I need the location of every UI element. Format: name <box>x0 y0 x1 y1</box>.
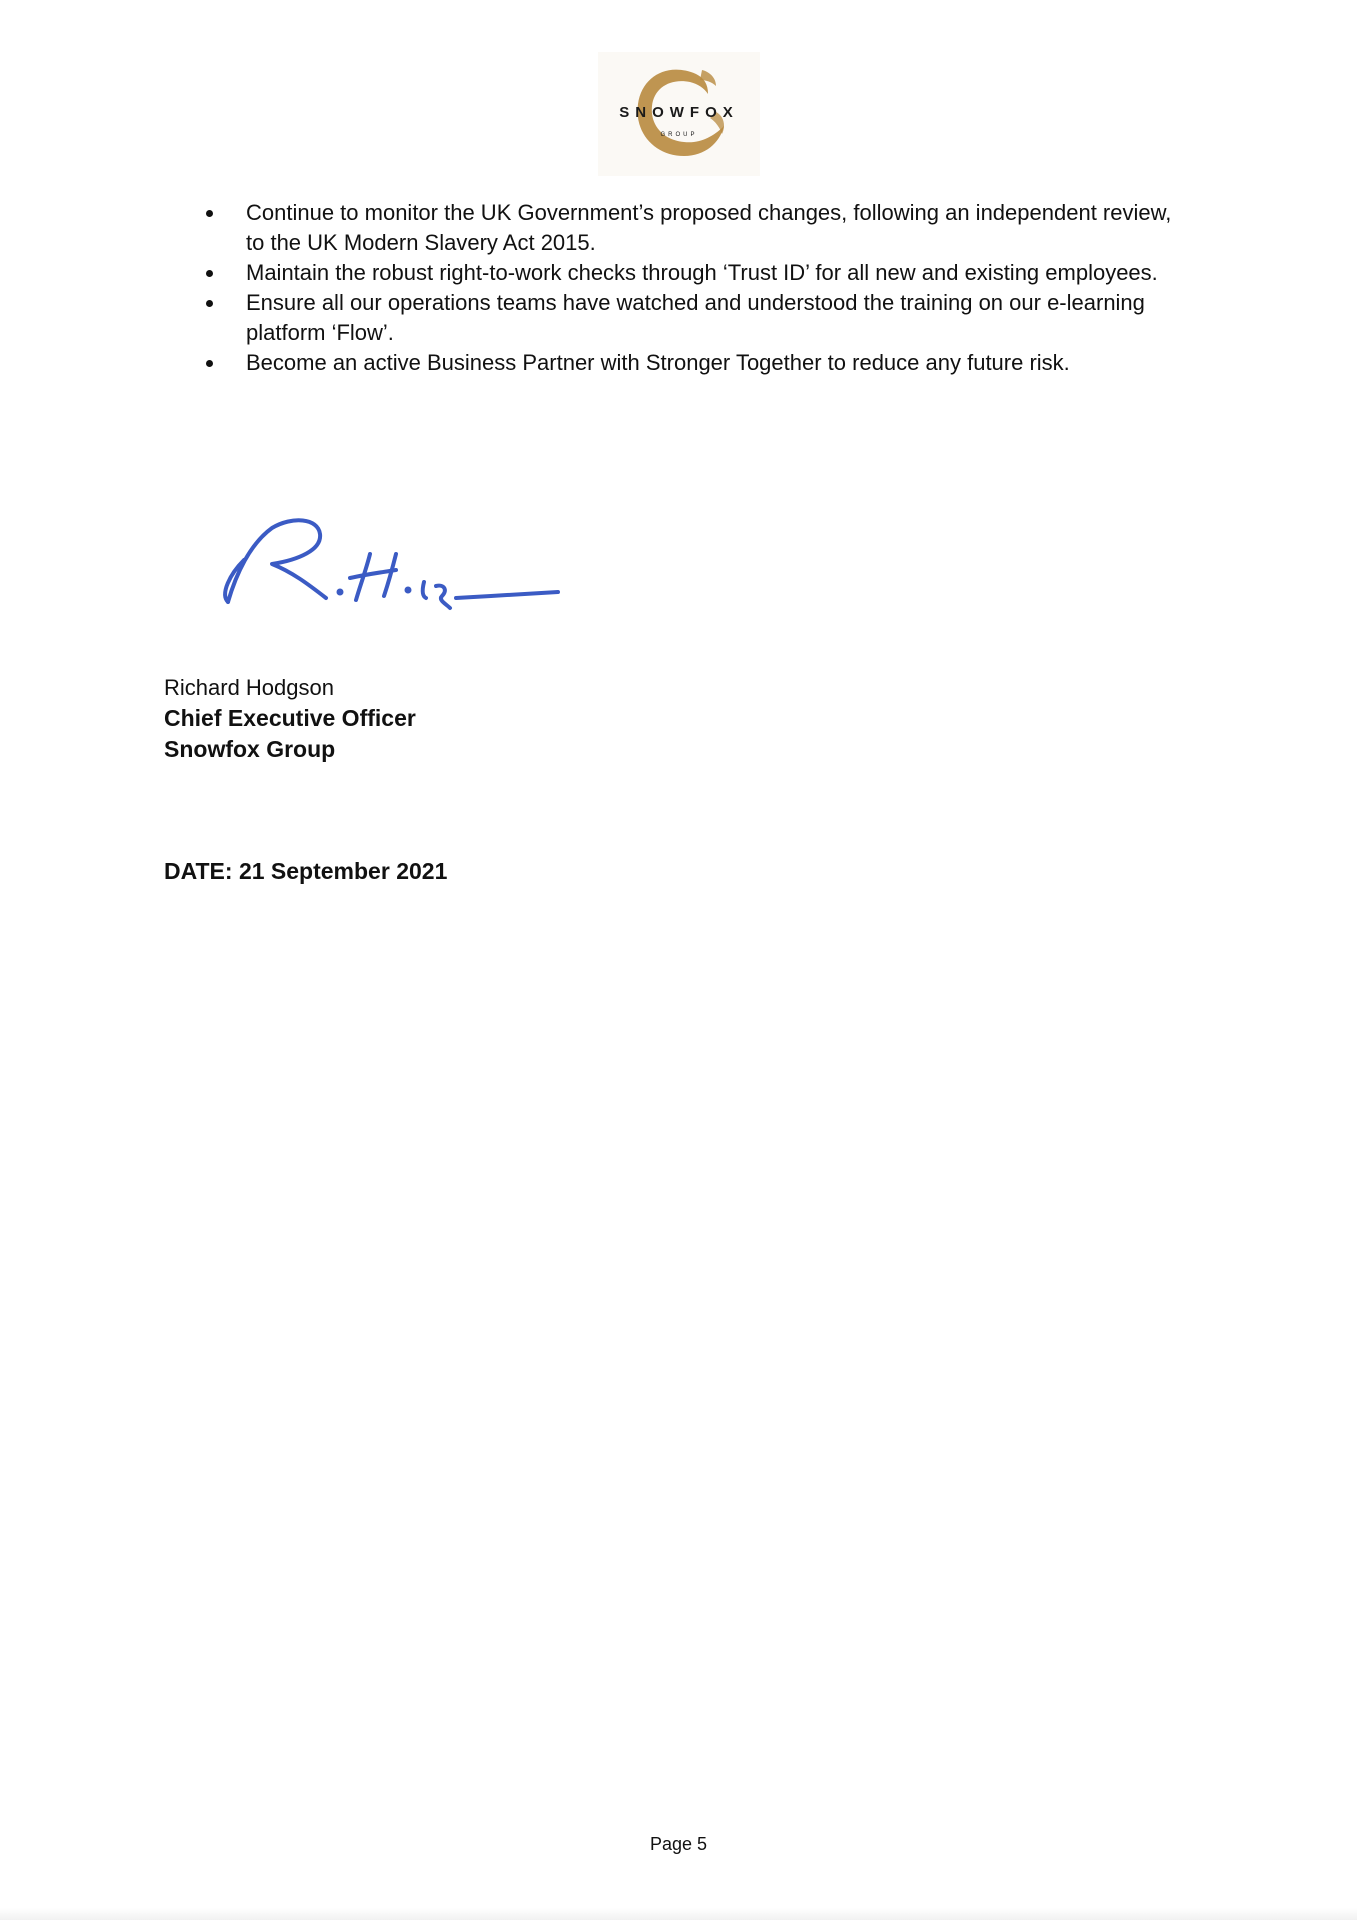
signature <box>200 504 600 624</box>
list-item-text: Become an active Business Partner with Stronger Together to reduce any future risk. <box>246 350 1070 375</box>
snowfox-logo <box>598 52 760 176</box>
page-number: Page 5 <box>649 1834 708 1854</box>
list-item-text: Ensure all our operations teams have watched and understood the training on our e-learning platform ‘Flow’. <box>246 290 1145 345</box>
list-item <box>200 198 1180 258</box>
signer-block <box>164 672 416 765</box>
logo-subtitle: GROUP <box>660 132 698 138</box>
page-bottom-edge <box>0 1908 1357 1920</box>
bullet-icon <box>206 300 213 307</box>
list-item <box>200 348 1180 378</box>
list-item-text: Maintain the robust right-to-work checks through ‘Trust ID’ for all new and existing employees. <box>246 260 1158 285</box>
bullet-icon <box>206 270 213 277</box>
date-line: DATE: 21 September 2021 <box>164 858 448 884</box>
list-item <box>200 288 1180 348</box>
list-item <box>200 258 1180 288</box>
commitments-list <box>200 198 1180 378</box>
logo-wordmark: SNOWFOX <box>619 104 739 121</box>
signer-company: Snowfox Group <box>164 736 336 762</box>
signer-name: Richard Hodgson <box>164 675 334 700</box>
bullet-icon <box>206 210 213 217</box>
handwritten-signature-icon <box>200 504 600 624</box>
signer-title: Chief Executive Officer <box>164 705 416 731</box>
list-item-text: Continue to monitor the UK Government’s proposed changes, following an independent review, to the UK Modern Slavery Act 2015. <box>246 200 1172 255</box>
bullet-icon <box>206 360 213 367</box>
